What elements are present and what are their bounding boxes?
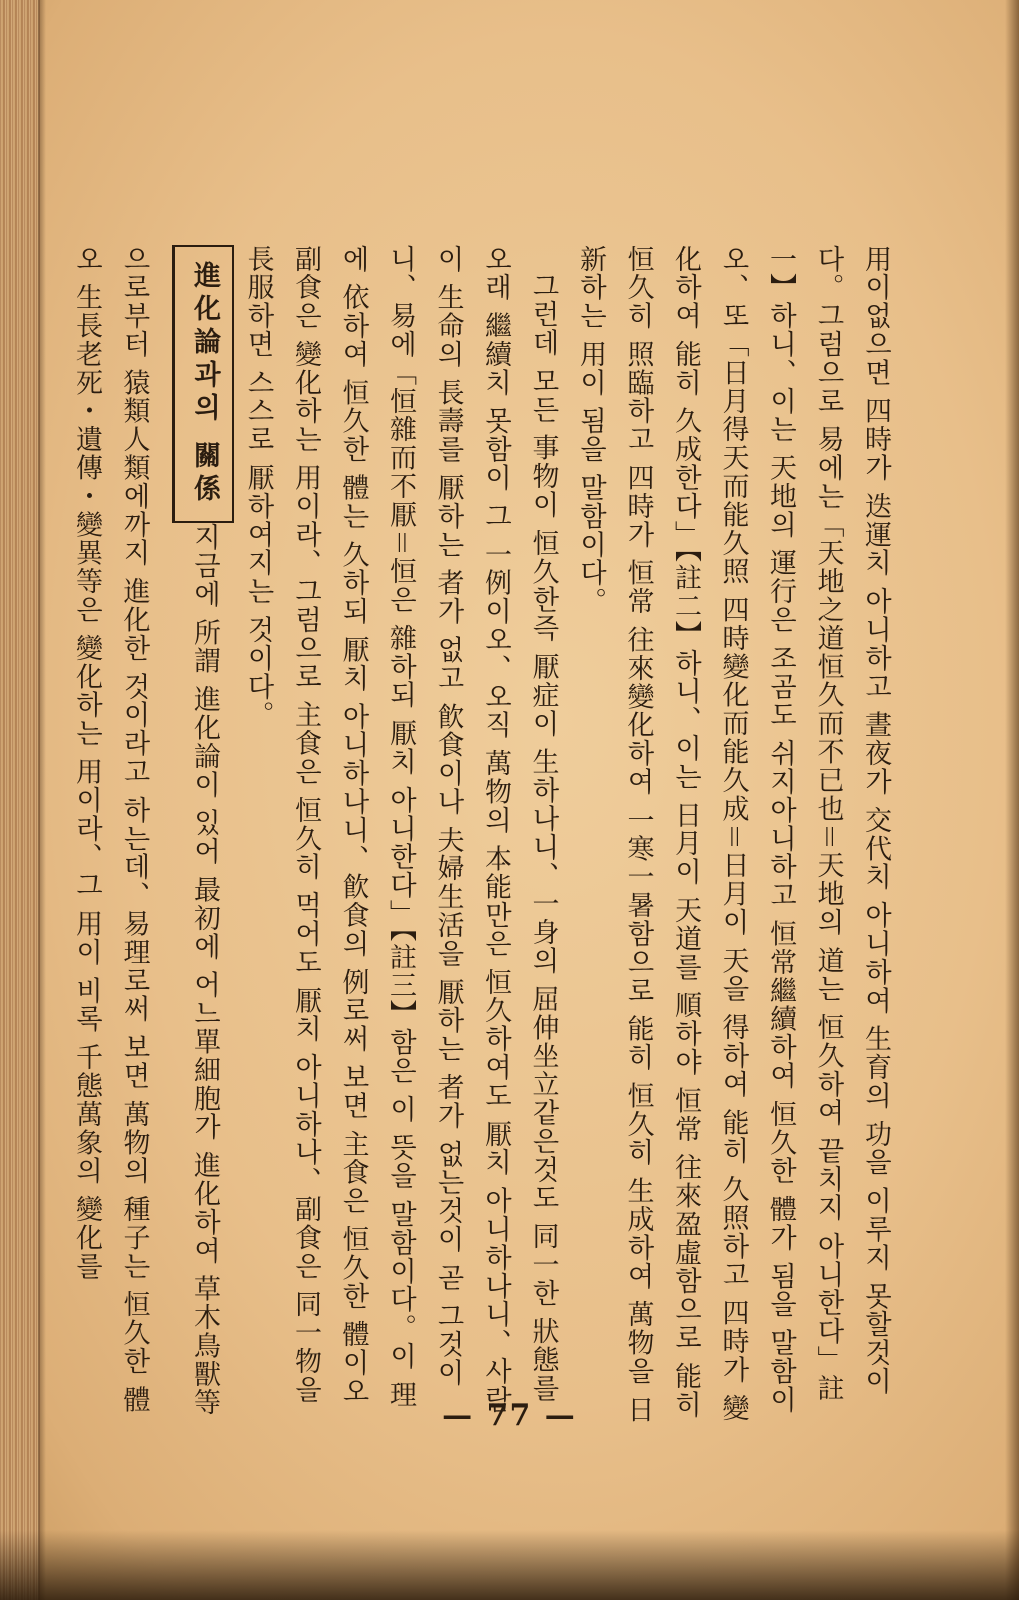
paragraph-3: 지금에 所謂 進化論이 있어 最初에 어느單細胞가 進化하여 草木鳥獸等으로부터 猿類人類에까지 進化한 것이라고 하는데、易理로써 보면 萬物의 種子는 恒久한 體오 生長老死・遺傳・變異等은 變化하는 用이라、그 用이 비록 千態萬象의 變化를 [71,245,220,1417]
page-edges [0,0,40,1600]
section-title: 進化論과의 關係 [172,245,235,523]
vertical-text-block [71,245,899,1425]
page-bottom-shadow [0,1530,1019,1600]
page-gutter-shadow [1005,0,1019,1600]
paragraph-1: 用이없으면 四時가 迭運치 아니하고 晝夜가 交代치 아니하여 生育의 功을 이루지 못할것이다。그럼으로 易에는「天地之道恒久而不已也＝天地의 道는 恒久하여 끝치지 아니한다」註一】하니、이는 天地의 運行은 조곰도 쉬지아니하고 恒常繼續하여 恒久한 體가 됨을 말함이오、또「日月得天而能久照 四時變化而能久成＝日月이 天을 得하여 能히 久照하고 四時가 變化하여 能히 久成한다」【註二】하니、이는 日月이 天道를 順하야 恒常 往來盈虛함으로 能히 恒久히 照臨하고 四時가 恒常 往來變化하여 一寒一暑함으로 能히 恒久히 生成하여 萬物을 日新하는 用이 됨을 말함이다。 [575,245,891,1425]
page-number: — 77 — [442,1398,577,1433]
section-with-heading [63,245,235,1425]
paragraph-2: 그런데 모든 事物이 恒久한즉 厭症이 生하나니、一身의 屈伸坐立같은것도 同一한 狀態를 오래 繼續치 못함이 그 一例이오、오직 萬物의 本能만은 恒久하여도 厭치 아니하나니、사람이 生命의 長壽를 厭하는 者가 없고 飮食이나 夫婦生活을 厭하는 者가 없는것이 곧 그것이니、易에「恒雜而不厭＝恒은 雜하되 厭치 아니한다」【註三】함은 이 뜻을 말함이다。이 理에 依하여 恒久한 體는 久하되 厭치 아니하나니、飮食의 例로써 보면 主食은 恒久한 體이오 副食은 變化하는 用이라、그럼으로 主食은 恒久히 먹어도 厭치 아니하나、副食은 同一物을 長服하면 스스로 厭하여지는 것이다。 [242,245,559,1415]
